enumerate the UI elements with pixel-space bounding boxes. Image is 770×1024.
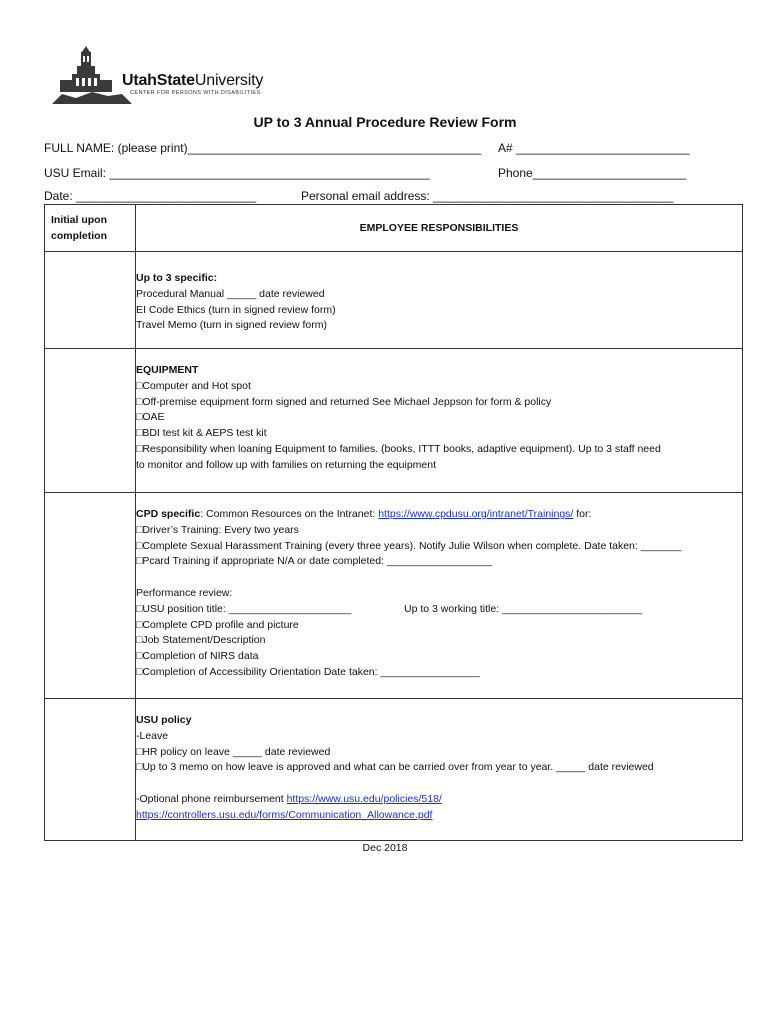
date-field[interactable]: Date: ___________________________: [44, 189, 257, 203]
intranet-trainings-link[interactable]: https://www.cpdusu.org/intranet/Trainings/: [378, 508, 574, 520]
initial-cell[interactable]: [45, 349, 136, 493]
usu-email-field[interactable]: USU Email: ________________________________________________: [44, 166, 430, 180]
table-row: [45, 699, 743, 841]
table-row: [45, 349, 743, 493]
list-item: Procedural Manual _____ date reviewed: [136, 287, 325, 300]
checkbox-item[interactable]: □Completion of NIRS data: [136, 650, 259, 663]
logo-subtitle: CENTER FOR PERSONS WITH DISABILITIES: [130, 90, 261, 96]
form-title: UP to 3 Annual Procedure Review Form: [253, 114, 517, 130]
table-row: [45, 493, 743, 699]
logo-wordmark: UtahStateUniversity: [122, 72, 264, 89]
checkbox-item[interactable]: □Responsibility when loaning Equipment to families. (books, ITTT books, adaptive equipment). Up to 3 staff need: [136, 442, 661, 455]
checkbox-item[interactable]: □Off-premise equipment form signed and returned See Michael Jeppson for form & policy: [136, 395, 552, 408]
phone-reimbursement-line: -Optional phone reimbursement https://www.usu.edu/policies/518/: [136, 792, 442, 805]
checkbox-item[interactable]: □Computer and Hot spot: [136, 379, 251, 392]
responsibilities-column-header: EMPLOYEE RESPONSIBILITIES: [136, 205, 743, 252]
checkbox-item[interactable]: □OAE: [136, 411, 165, 424]
checkbox-item[interactable]: □Completion of Accessibility Orientation Date taken: _________________: [136, 665, 480, 678]
checkbox-item[interactable]: □Job Statement/Description: [136, 634, 266, 647]
checkbox-item[interactable]: □Driver’s Training: Every two years: [136, 523, 299, 536]
position-title-line[interactable]: □USU position title: _____________________ Up to 3 working title: ________________________: [136, 602, 643, 615]
responsibilities-table: [44, 204, 743, 841]
initial-cell[interactable]: [45, 699, 136, 841]
initial-cell[interactable]: [45, 493, 136, 699]
phone-policy-link[interactable]: https://www.usu.edu/policies/518/: [286, 792, 442, 805]
section-heading: Up to 3 specific:: [136, 272, 218, 284]
checkbox-item[interactable]: □Complete Sexual Harassment Training (every three years). Notify Julie Wilson when complete. Date taken: _______: [136, 539, 682, 552]
list-item: to monitor and follow up with families on returning the equipment: [136, 458, 436, 471]
table-row: [45, 252, 743, 349]
phone-field[interactable]: Phone_______________________: [498, 166, 687, 180]
performance-heading: Performance review:: [136, 586, 233, 599]
personal-email-field[interactable]: Personal email address: ____________________________________: [301, 189, 674, 203]
communication-allowance-link[interactable]: https://controllers.usu.edu/forms/Communication_Allowance.pdf: [136, 808, 433, 821]
checkbox-item[interactable]: □HR policy on leave _____ date reviewed: [136, 745, 331, 758]
a-number-field[interactable]: A# __________________________: [498, 141, 690, 155]
checkbox-item[interactable]: □Complete CPD profile and picture: [136, 618, 299, 631]
full-name-field[interactable]: FULL NAME: (please print)____________________________________________: [44, 141, 482, 155]
checkbox-item[interactable]: □Pcard Training if appropriate N/A or date completed: __________________: [136, 555, 493, 568]
list-item: -Leave: [136, 729, 169, 742]
section-heading: USU policy: [136, 714, 192, 726]
list-item: EI Code Ethics (turn in signed review form): [136, 303, 336, 316]
list-item: Travel Memo (turn in signed review form): [136, 319, 327, 332]
usu-logo: [52, 44, 264, 106]
checkbox-item[interactable]: □Up to 3 memo on how leave is approved and what can be carried over from year to year. _____ date reviewed: [136, 761, 654, 774]
section-heading: EQUIPMENT: [136, 364, 199, 376]
cpd-heading-line: CPD specific: Common Resources on the Intranet: https://www.cpdusu.org/intranet/Trainings/ for:: [136, 508, 592, 520]
checkbox-item[interactable]: □BDI test kit & AEPS test kit: [136, 427, 267, 440]
footer-date: Dec 2018: [362, 842, 408, 854]
old-main-building-icon: [52, 44, 132, 106]
initial-column-header: Initial upon completion: [45, 205, 136, 252]
initial-cell[interactable]: [45, 252, 136, 349]
